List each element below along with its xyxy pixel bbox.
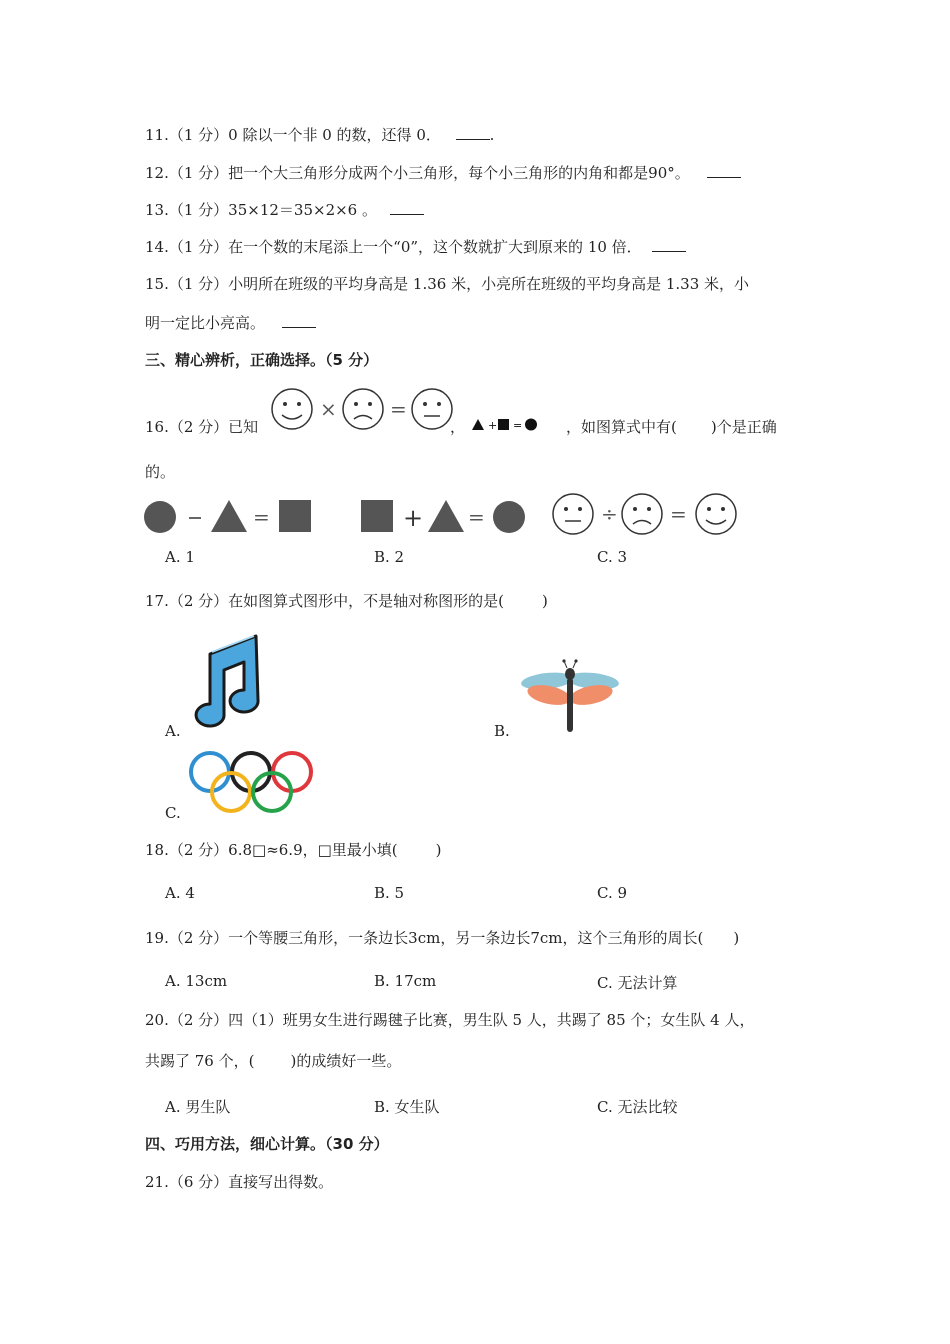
triangle-icon (428, 500, 464, 532)
equals-icon: = (390, 397, 407, 421)
section-3-title: 三、精心辨析，正确选择。（5 分） (145, 351, 379, 369)
question-13: 13.（1 分）35×12＝35×2×6 。 (145, 199, 424, 220)
faces-equation (270, 388, 460, 434)
question-15-line1: 15.（1 分）小明所在班级的平均身高是 1.36 米，小亮所在班级的平均身高是 1.33 米，小 (145, 275, 750, 293)
square-icon (498, 419, 509, 430)
question-19: 19.（2 分）一个等腰三角形，一条边长3cm，另一条边长7cm，这个三角形的周长( ) (145, 929, 740, 947)
times-icon: × (320, 397, 337, 421)
circle-icon (493, 501, 525, 533)
olympic-rings-icon (188, 750, 316, 816)
svg-text:+: + (488, 419, 498, 432)
question-16-prefix: 16.（2 分）已知 (145, 418, 259, 436)
option-a[interactable]: A. 13cm (165, 972, 228, 990)
answer-blank[interactable] (707, 162, 741, 178)
question-18: 18.（2 分）6.8□≈6.9，□里最小填( ) (145, 841, 442, 859)
equation-figures (143, 494, 743, 540)
option-c[interactable]: C. 9 (597, 884, 628, 902)
frown-face-icon (343, 389, 383, 429)
plus-icon: + (403, 504, 424, 532)
answer-blank[interactable] (456, 124, 490, 140)
section-4-title: 四、巧用方法，细心计算。（30 分） (145, 1135, 389, 1153)
square-icon (279, 500, 311, 532)
dragonfly-icon (515, 656, 627, 734)
question-16-line2: 的。 (145, 463, 176, 481)
question-20-line1: 20.（2 分）四（1）班男女生进行踢毽子比赛，男生队 5 人，共踢了 85 个；女生队 4 人， (145, 1011, 755, 1029)
option-b[interactable]: B. 5 (374, 884, 405, 902)
music-note-icon (188, 632, 268, 734)
frown-face-icon (622, 494, 662, 534)
option-b[interactable]: B. 17cm (374, 972, 437, 990)
option-a[interactable]: A. 男生队 (165, 1098, 231, 1116)
question-17: 17.（2 分）在如图算式图形中，不是轴对称图形的是( ) (145, 592, 548, 610)
equals-icon: = (670, 502, 687, 526)
question-11: 11.（1 分）0 除以一个非 0 的数，还得 0． . (145, 126, 495, 144)
circle-icon (525, 419, 537, 431)
option-b[interactable]: B. 2 (374, 548, 405, 566)
question-16-comma: ， (450, 418, 466, 436)
option-c[interactable]: C. (165, 804, 181, 822)
triangle-icon (211, 500, 247, 532)
triangle-icon (472, 419, 484, 430)
option-b[interactable]: B. (494, 722, 510, 740)
question-12: 12.（1 分）把一个大三角形分成两个小三角形，每个小三角形的内角和都是90°。 (145, 162, 741, 183)
option-c[interactable]: C. 无法计算 (597, 974, 678, 992)
neutral-face-icon (553, 494, 593, 534)
option-a[interactable]: A. 1 (165, 548, 195, 566)
option-c[interactable]: C. 3 (597, 548, 628, 566)
answer-blank[interactable] (652, 236, 686, 252)
option-a[interactable]: A. (165, 722, 181, 740)
question-14: 14.（1 分）在一个数的末尾添上一个“0”，这个数就扩大到原来的 10 倍． (145, 236, 686, 257)
answer-blank[interactable] (282, 312, 316, 328)
divide-icon: ÷ (601, 502, 618, 526)
shapes-equation (470, 417, 560, 433)
question-16-middle: ，如图算式中有( )个是正确 (566, 418, 777, 436)
square-icon (361, 500, 393, 532)
option-c[interactable]: C. 无法比较 (597, 1098, 678, 1116)
question-21: 21.（6 分）直接写出得数。 (145, 1173, 334, 1191)
question-20-line2: 共踢了 76 个，( )的成绩好一些。 (145, 1052, 402, 1070)
question-15-line2: 明一定比小亮高。 (145, 312, 316, 333)
equals-icon: = (468, 505, 485, 529)
option-a[interactable]: A. 4 (165, 884, 195, 902)
smile-face-icon (696, 494, 736, 534)
answer-blank[interactable] (390, 199, 424, 215)
neutral-face-icon (412, 389, 452, 429)
circle-icon (144, 501, 176, 533)
equals-icon: = (253, 505, 270, 529)
svg-text:=: = (513, 419, 523, 432)
smile-face-icon (272, 389, 312, 429)
option-b[interactable]: B. 女生队 (374, 1098, 440, 1116)
